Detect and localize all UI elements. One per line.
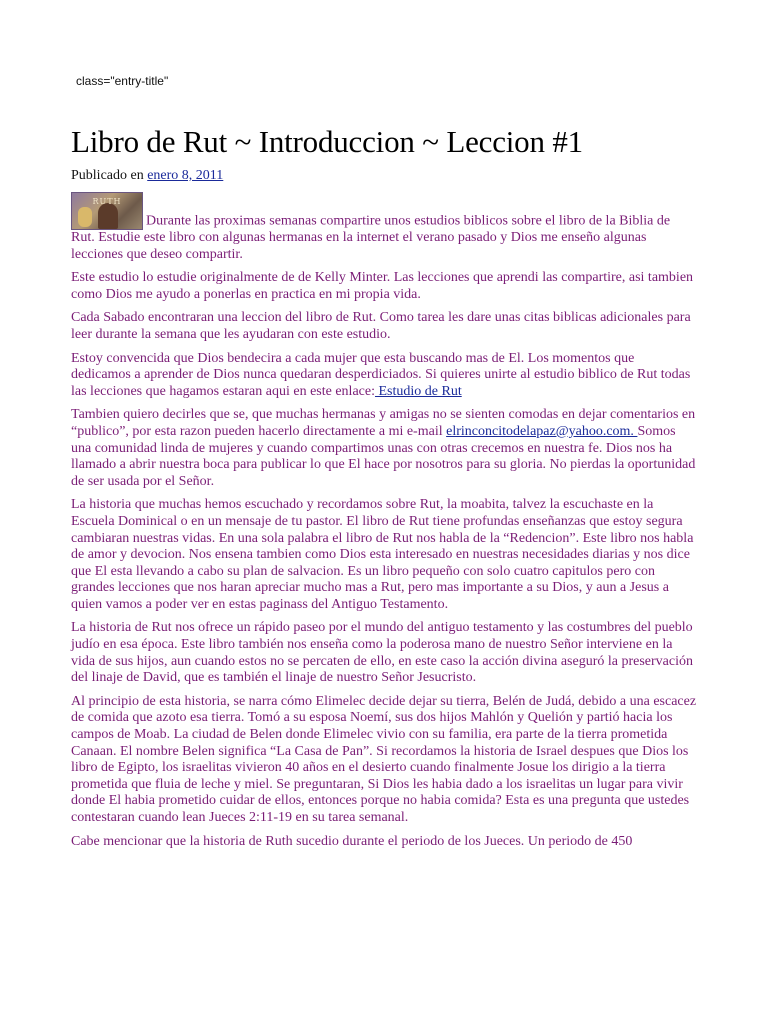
- entry-content: [71, 192, 697, 857]
- paragraph-3: Cada Sabado encontraran una leccion del libro de Rut. Como tarea les dare unas citas biblicas adicionales para leer durante la semana que les ayudaran con este estudio.: [71, 310, 691, 342]
- paragraph-7: La historia de Rut nos ofrece un rápido paseo por el mundo del antiguo testamento y las costumbres del pueblo judío en esa época. Este libro también nos enseña como la poderosa mano de nuestro Señor interviene en la vida de sus hijos, aun cuando estos no se percaten de ello, en este caso la acción divina aseguró la preservación del linaje de David, que es también el linaje de nuestro Señor Jesucristo.: [71, 620, 694, 686]
- stray-class-text: class="entry-title": [76, 74, 169, 88]
- paragraph-1: [71, 192, 697, 263]
- paragraph-4: [71, 351, 697, 401]
- ruth-book-thumbnail[interactable]: [71, 192, 143, 230]
- paragraph-text: Tambien quiero decirles que se, que muchas hermanas y amigas no se sienten comodas en dejar comentarios en “publico”, por esta razon pueden hacerlo directamente a mi e-mail: [71, 407, 696, 439]
- post-date-link[interactable]: enero 8, 2011: [147, 168, 224, 183]
- thumbnail-label: RUTH: [92, 197, 122, 206]
- paragraph-6: La historia que muchas hemos escuchado y recordamos sobre Rut, la moabita, talvez la escuchaste en la Escuela Dominical o en un mensaje de tu pastor. El libro de Rut tiene profundas enseñanzas que estoy segura cambiaran nuestras vidas. En una sola palabra el libro de Rut nos habla de la “Redencion”. Este libro nos habla de amor y devocion. Nos ensena tambien como Dios esta interesado en nuestras necesidades diarias y nos dice que El esta llevando a cabo su plan de salvacion. Es un libro pequeño con solo cuatro capitulos pero con grandes lecciones que nos haran apreciar mucho mas a Rut, pero mas importante a su Dios, y aun a Jesus a quien vamos a poder ver en estas paginass del Antiguo Testamento.: [71, 497, 694, 612]
- estudio-de-rut-link[interactable]: Estudio de Rut: [374, 383, 462, 399]
- email-link[interactable]: elrinconcitodelapaz@yahoo.com.: [446, 423, 638, 439]
- paragraph-8: Al principio de esta historia, se narra cómo Elimelec decide dejar su tierra, Belén de Judá, debido a una escacez de comida que azoto esa tierra. Tomó a su esposa Noemí, sus dos hijos Mahlón y Quelión y partió hacia los campos de Moab. La ciudad de Belen donde Elimelec vivio con su familia, era parte de la tierra prometida Canaan. El nombre Belen significa “La Casa de Pan”. Si recordamos la historia de Israel despues que Dios los libro de Egipto, los israelitas vivieron 40 años en el desierto cuando finalmente Josue los dirigio a la tierra prometida que fluia de leche y miel. Se preguntaran, Si Dios les habia dado a los israelitas un lugar para vivir donde El habia prometido cuidar de ellos, entonces porque no habia comida? Esta es una pregunta que ustedes contestaran cuando lean Jueces 2:11-19 en su tarea semanal.: [71, 693, 697, 825]
- paragraph-2: Este estudio lo estudie originalmente de de Kelly Minter. Las lecciones que aprendi las compartire, asi tambien como Dios me ayudo a ponerlas en practica en mi propia vida.: [71, 270, 694, 302]
- paragraph-5: [71, 407, 697, 490]
- meta-prefix: Publicado en: [71, 168, 144, 183]
- paragraph-9: Cabe mencionar que la historia de Ruth sucedio durante el periodo de los Jueces. Un periodo de 450: [71, 833, 633, 849]
- paragraph-text: Estoy convencida que Dios bendecira a cada mujer que esta buscando mas de El. Los momentos que dedicamos a aprender de Dios nunca quedaran desperdiciados. Si quieres unirte al estudio biblico de Rut todas las lecciones que hagamos estaran aqui en este enlace:: [71, 350, 691, 399]
- post-meta: [71, 168, 223, 184]
- paragraph-text: Somos una comunidad linda de mujeres y cuando compartimos unas con otras crecemos en nuestra fe. Dios nos ha llamado a abrir nuestra boca para publicar lo que El hace por nosotros para su gloria. No pierdas la oportunidad de ser usada por el Señor.: [71, 423, 696, 489]
- entry-title: Libro de Rut ~ Introduccion ~ Leccion #1: [71, 124, 583, 159]
- paragraph-text: Durante las proximas semanas compartire unos estudios biblicos sobre el libro de la Biblia de Rut. Estudie este libro con algunas hermanas en la internet el verano pasado y Dios me enseño algunas lecciones que deseo compartir.: [71, 213, 671, 262]
